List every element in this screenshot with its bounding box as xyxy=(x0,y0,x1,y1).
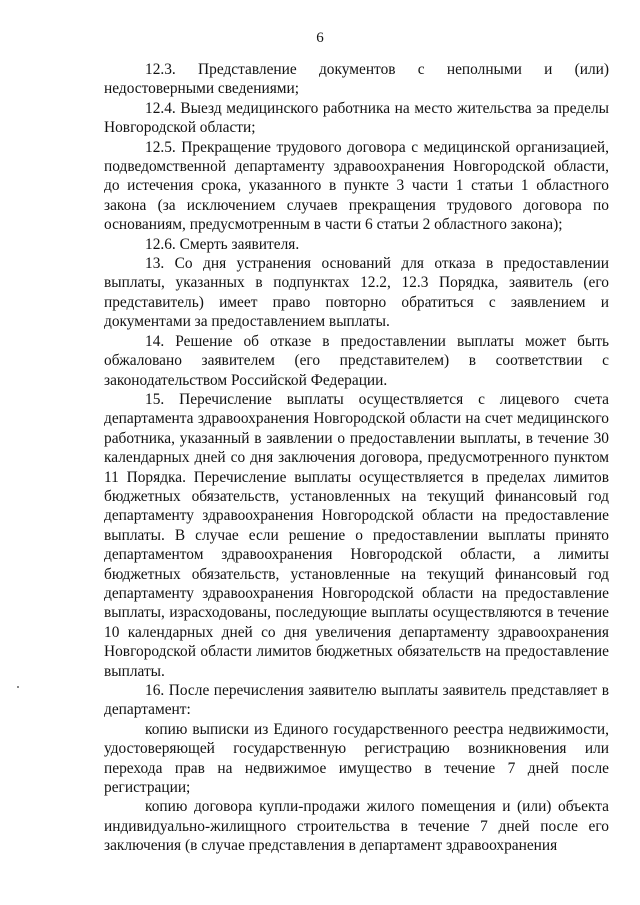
list-item-extract-copy: копию выписки из Единого государственного реестра недвижимости, удостоверяющей государственную регистрацию возникновения или перехода прав на недвижимое имущество в течение 7 дней после регистрации; xyxy=(104,720,609,797)
page-number: 6 xyxy=(316,30,324,46)
paragraph-12-3: 12.3. Представление документов с неполными и (или) недостоверными сведениями; xyxy=(104,61,609,98)
paragraph-16: 16. После перечисления заявителю выплаты заявитель представляет в департамент: xyxy=(104,682,609,719)
document-body xyxy=(104,60,609,856)
paragraph-15: 15. Перечисление выплаты осуществляется с лицевого счета департамента здравоохранения Новгородской области на счет медицинского работника, указанный в заявлении о предоставлении выплаты, в течение 30 календарных дней со дня заключения договора, предусмотренного пунктом 11 Порядка. Перечисление выплаты осуществляется в пределах лимитов бюджетных обязательств, установленных на текущий финансовый год департаменту здравоохранения Новгородской области на предоставление выплаты. В случае если решение о предоставлении выплаты принято департаментом здравоохранения Новгородской области, а лимиты бюджетных обязательств, установленные на текущий финансовый год департаменту здравоохранения Новгородской области на предоставление выплаты, израсходованы, последующие выплаты осуществляются в течение 10 календарных дней со дня увеличения департаменту здравоохранения Новгородской области лимитов бюджетных обязательств на предоставление выплаты. xyxy=(104,390,609,680)
paragraph-12-5: 12.5. Прекращение трудового договора с медицинской организацией, подведомственной департаменту здравоохранения Новгородской области, до истечения срока, указанного в пункте 3 части 1 статьи 1 областного закона (за исключением случаев прекращения трудового договора по основаниям, предусмотренным в части 6 статьи 2 областного закона); xyxy=(104,138,609,234)
paragraph-13: 13. Со дня устранения оснований для отказа в предоставлении выплаты, указанных в подпунктах 12.2, 12.3 Порядка, заявитель (его представитель) имеет право повторно обратиться с заявлением и документами за предоставлением выплаты. xyxy=(104,255,609,331)
scan-mark xyxy=(17,686,19,688)
paragraph-12-6: 12.6. Смерть заявителя. xyxy=(145,235,300,253)
paragraph-14: 14. Решение об отказе в предоставлении выплаты может быть обжаловано заявителем (его представителем) в соответствии с законодательством Российской Федерации. xyxy=(104,332,609,389)
paragraph-12-4: 12.4. Выезд медицинского работника на место жительства за пределы Новгородской области; xyxy=(104,99,609,137)
list-item-contract-copy: копию договора купли-продажи жилого помещения и (или) объекта индивидуально-жилищного строительства в течение 7 дней после его заключения (в случае представления в департамент здравоохранения xyxy=(104,798,609,855)
